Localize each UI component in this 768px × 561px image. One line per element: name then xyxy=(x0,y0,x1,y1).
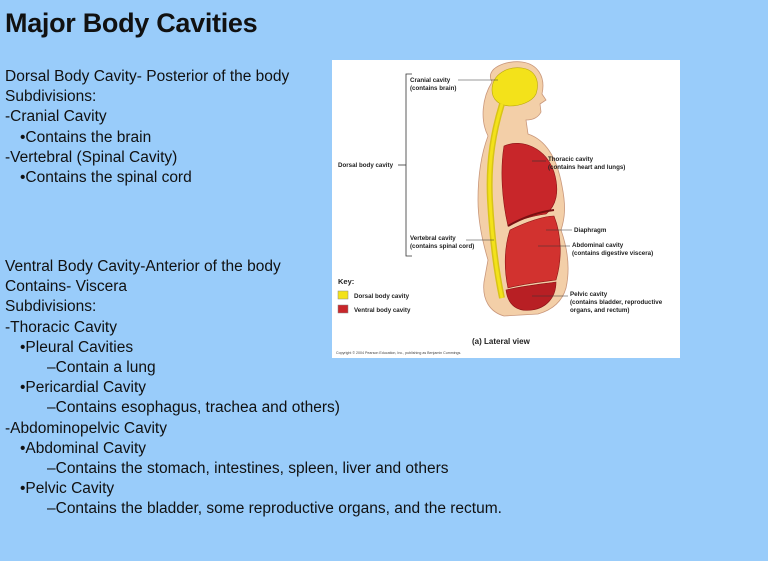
cranial-cavity-detail: •Contains the brain xyxy=(20,128,152,146)
diaphragm-label: Diaphragm xyxy=(574,227,607,234)
key-dorsal-swatch xyxy=(338,291,348,299)
cranial-cavity-label: Cranial cavity xyxy=(410,77,451,84)
key-ventral-label: Ventral body cavity xyxy=(354,307,411,314)
pleural-cavities-detail: –Contain a lung xyxy=(47,359,156,377)
dorsal-cavity-text xyxy=(5,67,289,188)
slide-title: Major Body Cavities xyxy=(5,8,258,38)
dorsal-heading: Dorsal Body Cavity- Posterior of the body xyxy=(5,68,290,85)
abdominal-cavity-detail: –Contains the stomach, intestines, spleen, liver and others xyxy=(47,460,449,478)
cranial-cavity-sublabel: (contains brain) xyxy=(410,85,457,92)
key-ventral-swatch xyxy=(338,305,348,313)
abdominal-cavity-label: Abdominal cavity xyxy=(572,242,624,249)
cranial-cavity-item: -Cranial Cavity xyxy=(5,108,107,126)
ventral-subdivisions-label: Subdivisions: xyxy=(5,298,97,316)
vertebral-cavity-label: Vertebral cavity xyxy=(410,235,456,242)
pelvic-cavity-sublabel-2: organs, and rectum) xyxy=(570,307,630,314)
thoracic-cavity-item: -Thoracic Cavity xyxy=(5,318,117,336)
thoracic-cavity-sublabel: (contains heart and lungs) xyxy=(548,164,626,171)
dorsal-body-cavity-label: Dorsal body cavity xyxy=(338,162,394,169)
vertebral-cavity-item: -Vertebral (Spinal Cavity) xyxy=(5,148,178,166)
pericardial-cavity-item: •Pericardial Cavity xyxy=(20,379,147,397)
pleural-cavities-item: •Pleural Cavities xyxy=(20,338,134,356)
ventral-contains-line: Contains- Viscera xyxy=(5,278,128,296)
dorsal-subdivisions-label: Subdivisions: xyxy=(5,88,97,106)
vertebral-cavity-sublabel: (contains spinal cord) xyxy=(410,243,475,250)
abdominal-cavity-sublabel: (contains digestive viscera) xyxy=(572,250,654,257)
lateral-view-caption: (a) Lateral view xyxy=(472,337,530,346)
abdominopelvic-cavity-item: -Abdominopelvic Cavity xyxy=(5,419,167,437)
key-dorsal-label: Dorsal body cavity xyxy=(354,293,410,300)
key-title: Key: xyxy=(338,277,355,286)
pelvic-cavity-label: Pelvic cavity xyxy=(570,291,608,298)
thoracic-cavity-label: Thoracic cavity xyxy=(548,156,594,163)
pelvic-cavity-detail: –Contains the bladder, some reproductive organs, and the rectum. xyxy=(47,500,502,518)
ventral-heading: Ventral Body Cavity-Anterior of the body xyxy=(5,258,281,275)
lateral-view-diagram xyxy=(332,60,680,358)
dorsal-bracket xyxy=(406,74,412,256)
pelvic-cavity-item: •Pelvic Cavity xyxy=(20,480,115,498)
pelvic-cavity-sublabel-1: (contains bladder, reproductive xyxy=(570,299,663,306)
body-cavities-figure xyxy=(332,60,680,358)
pericardial-cavity-detail: –Contains esophagus, trachea and others) xyxy=(47,399,340,417)
abdominal-cavity-item: •Abdominal Cavity xyxy=(20,439,147,457)
copyright-notice: Copyright © 2004 Pearson Education, Inc., publishing as Benjamin Cummings. xyxy=(336,351,462,355)
vertebral-cavity-detail: •Contains the spinal cord xyxy=(20,169,192,187)
